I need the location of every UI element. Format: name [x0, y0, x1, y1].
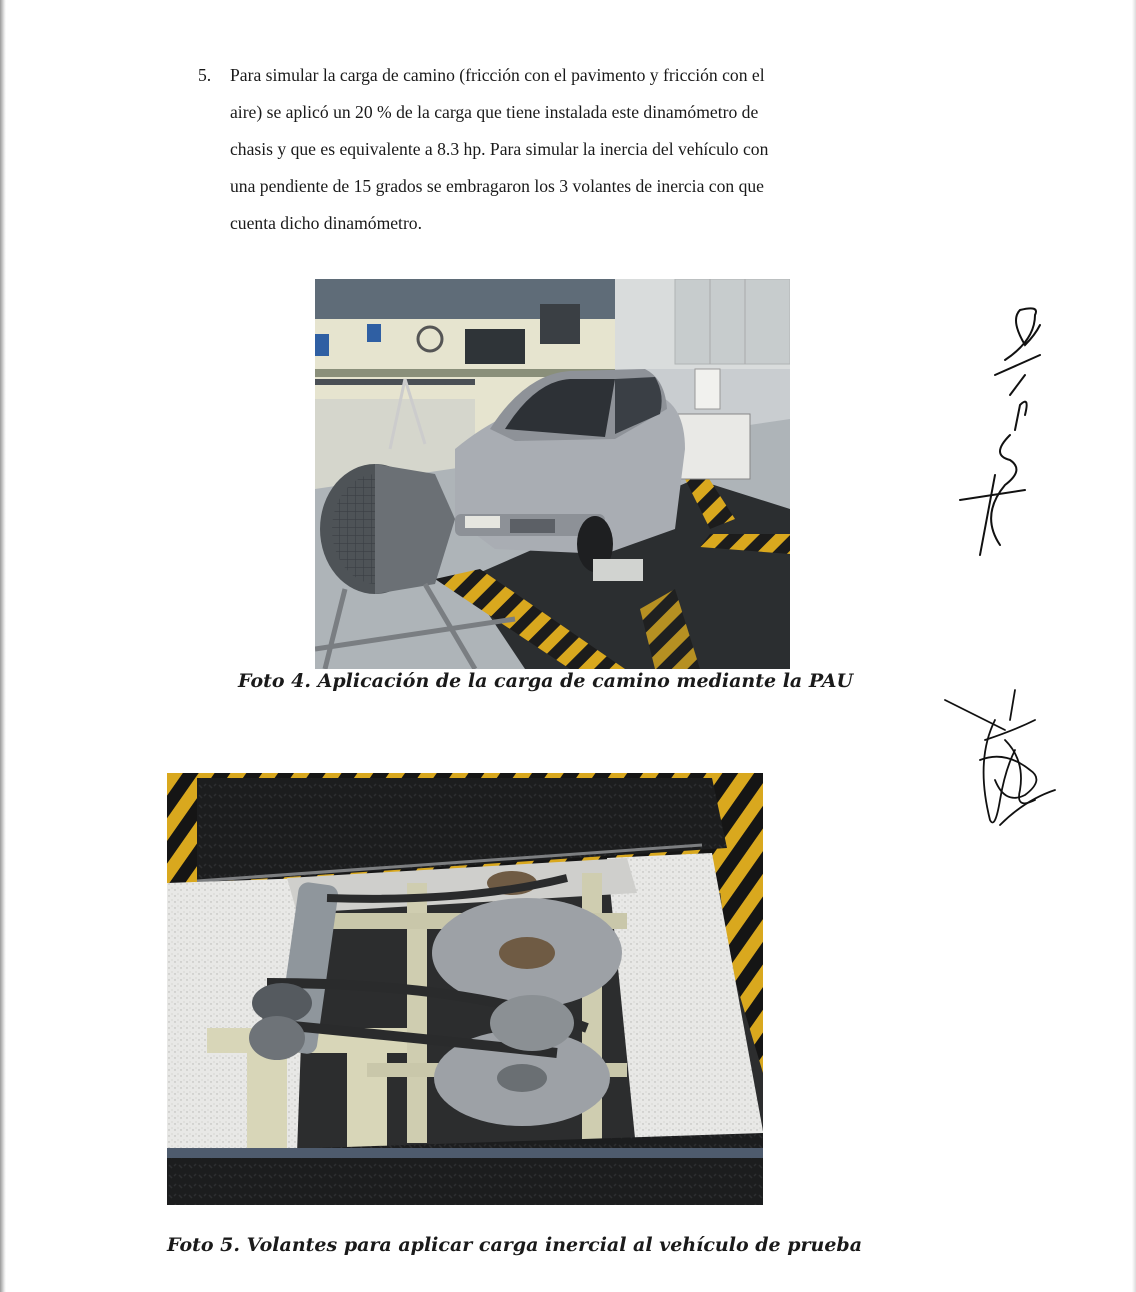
- paragraph-line: una pendiente de 15 grados se embragaron los 3 volantes de inercia con que: [230, 176, 764, 196]
- paragraph-line: Para simular la carga de camino (fricción con el pavimento y fricción con el: [230, 65, 765, 85]
- paragraph-line: cuenta dicho dinamómetro.: [230, 213, 423, 233]
- figure-caption: Foto 5. Volantes para aplicar carga inercial al vehículo de prueba: [167, 1234, 863, 1256]
- page-shadow-left: [0, 0, 6, 1292]
- paragraph-line: chasis y que es equivalente a 8.3 hp. Para simular la inercia del vehículo con: [230, 139, 769, 159]
- paragraph-text: [230, 57, 938, 242]
- handwritten-signature: [935, 680, 1075, 840]
- photo-flywheels: [167, 773, 763, 1205]
- list-number: 5.: [198, 65, 212, 85]
- photo-car-on-dynamometer: [315, 279, 790, 669]
- figure-caption: Foto 4. Aplicación de la carga de camino mediante la PAU: [238, 670, 854, 692]
- handwritten-signature: [940, 285, 1055, 575]
- page-shadow-right: [1132, 0, 1136, 1292]
- paragraph-line: aire) se aplicó un 20 % de la carga que tiene instalada este dinamómetro de: [230, 102, 759, 122]
